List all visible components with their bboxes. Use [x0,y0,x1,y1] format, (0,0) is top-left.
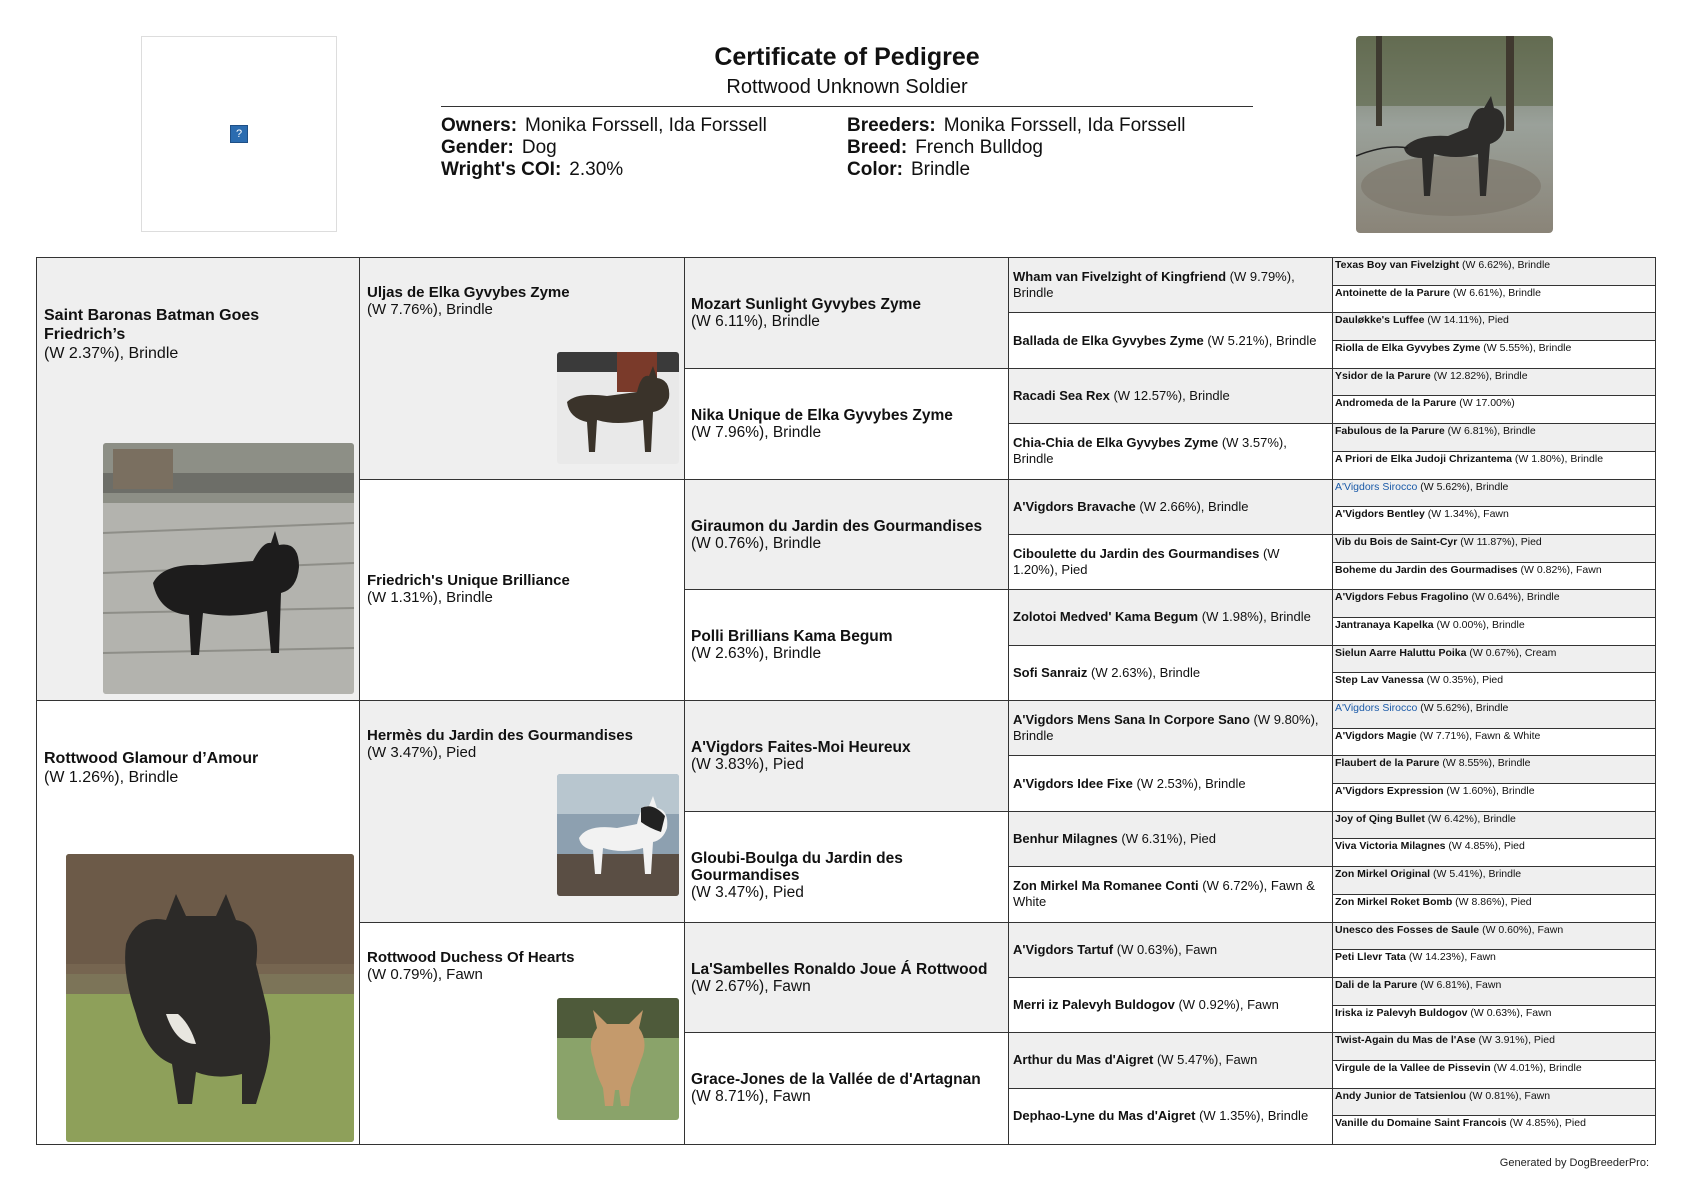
ancestor-entry [1013,665,1322,681]
ancestor-name: Dephao-Lyne du Mas d'Aigret [1013,1108,1196,1124]
pedigree-gen5-cell [1333,812,1655,840]
pedigree-gen5-cell [1333,369,1655,397]
ancestor-details: (W 0.81%), Fawn [1466,1089,1551,1102]
gender-row [441,137,847,159]
ancestor-entry [691,518,1003,552]
pedigree-gen5-cell [1333,701,1655,729]
ancestor-entry [367,949,677,983]
ancestor-entry [1013,388,1322,404]
uljas-photo [557,352,679,464]
ancestor-entry [691,296,1003,330]
pedigree-gen5-cell [1333,258,1655,286]
info-block [441,115,1253,181]
ancestor-entry [367,572,677,606]
ancestor-name: Andy Junior de Tatsienlou [1335,1089,1467,1102]
ancestor-details: (W 0.63%), Fawn [1467,1006,1552,1019]
pedigree-gen4-cell [1009,867,1333,922]
pedigree-gen5-cell [1333,1116,1655,1144]
pedigree-gen3-cell [685,923,1009,1034]
pedigree-gen5-cell [1333,1006,1655,1034]
ancestor-details: (W 14.11%), Pied [1424,314,1509,327]
ancestor-name: Boheme du Jardin des Gourmadises [1335,563,1518,576]
ancestor-name: Arthur du Mas d'Aigret [1013,1052,1154,1068]
ancestor-name: Riolla de Elka Gyvybes Zyme [1335,342,1481,355]
ancestor-name: Gloubi-Boulga du Jardin des Gourmandises [691,849,903,884]
ancestor-details: (W 1.20%), Pied [1013,546,1280,578]
pedigree-gen4-cell [1009,313,1333,368]
ancestor-entry [1335,757,1653,770]
ancestor-entry [1335,674,1653,687]
ancestor-details: (W 6.42%), Brindle [1424,812,1516,825]
owners-row [441,115,847,137]
gender-value: Dog [521,137,557,158]
ancestor-entry [1013,997,1322,1013]
ancestor-details: (W 0.67%), Cream [1466,646,1557,659]
ancestor-details: (W 1.35%), Brindle [1195,1108,1309,1124]
ancestor-details: (W 0.63%), Fawn [1113,941,1218,957]
ancestor-name: A'Vigdors Febus Fragolino [1335,591,1469,604]
breeders-label: Breeders: [847,115,936,136]
pedigree-gen2-cell [360,480,685,702]
pedigree-gen5-cell [1333,950,1655,978]
pedigree-gen5-cell [1333,756,1655,784]
ancestor-name: A'Vigdors Idee Fixe [1013,775,1133,791]
coi-value: 2.30% [569,159,624,180]
pedigree-gen4-cell [1009,701,1333,756]
ancestor-name: Dali de la Parure [1335,978,1418,991]
ancestor-details: (W 9.80%), Brindle [1013,712,1319,744]
dog-name: Rottwood Unknown Soldier [441,74,1253,107]
pedigree-gen5-cell [1333,452,1655,480]
ancestor-name: Racadi Sea Rex [1013,387,1110,403]
pedigree-gen4-cell [1009,978,1333,1033]
pedigree-gen5-cell [1333,341,1655,369]
color-value: Brindle [910,159,971,180]
pedigree-gen5-cell [1333,895,1655,923]
ancestor-name: A'Vigdors Magie [1335,729,1417,742]
pedigree-gen5-cell [1333,673,1655,701]
ancestor-entry [1335,287,1653,300]
pedigree-gen5-cell [1333,424,1655,452]
ancestor-details: (W 5.55%), Brindle [1480,342,1572,355]
gender-label: Gender: [441,137,514,158]
ancestor-entry [1335,453,1653,466]
ancestor-name: A'Vigdors Faites-Moi Heureux [691,739,911,756]
ancestor-name: A'Vigdors Mens Sana In Corpore Sano [1013,712,1250,728]
ancestor-entry [1013,942,1322,958]
pedigree-gen5-cell [1333,480,1655,508]
ancestor-details: (W 1.80%), Brindle [1512,452,1604,465]
ancestor-name: A'Vigdors Bravache [1013,498,1136,514]
ancestor-name: Zon Mirkel Original [1335,868,1431,881]
ancestor-name: Mozart Sunlight Gyvybes Zyme [691,296,921,313]
ancestor-entry [691,961,1003,995]
pedigree-gen3-cell [685,258,1009,369]
ancestor-details: (W 2.37%), Brindle [44,345,179,362]
ancestor-entry [1335,813,1653,826]
ancestor-details: (W 14.23%), Fawn [1406,951,1496,964]
page-title: Certificate of Pedigree [714,43,980,71]
ancestor-entry [691,739,1003,773]
ancestor-name: Iriska iz Palevyh Buldogov [1335,1006,1468,1019]
ancestor-name: La'Sambelles Ronaldo Joue Á Rottwood [691,960,988,978]
ancestor-details: (W 6.62%), Brindle [1459,259,1551,271]
pedigree-gen5-cell [1333,867,1655,895]
ancestor-name: Virgule de la Vallee de Pissevin [1335,1061,1491,1074]
ancestor-entry [1335,342,1653,355]
ancestor-name: Ysidor de la Parure [1335,369,1431,382]
ancestor-details: (W 3.91%), Pied [1475,1034,1555,1047]
ancestor-details: (W 5.62%), Brindle [1417,702,1509,714]
pedigree-gen5-cell [1333,784,1655,812]
pedigree-gen4-cell [1009,424,1333,479]
ancestor-name: Chia-Chia de Elka Gyvybes Zyme [1013,435,1219,451]
ancestor-entry [1335,979,1653,992]
ancestor-entry [1335,508,1653,521]
ancestor-name: Benhur Milagnes [1013,830,1118,846]
pedigree-gen5-cell [1333,729,1655,757]
ancestor-details: (W 6.72%), Fawn & White [1013,878,1315,910]
ancestor-entry [1335,840,1653,853]
pedigree-gen5-cell [1333,923,1655,951]
ancestor-entry [1335,896,1653,909]
pedigree-gen4-cell [1009,535,1333,590]
pedigree-gen3-cell [685,701,1009,812]
ancestor-details: (W 1.98%), Brindle [1198,609,1311,625]
ancestor-entry [1335,647,1653,660]
ancestor-details: (W 8.86%), Pied [1452,895,1532,908]
pedigree-gen4-cell [1009,923,1333,978]
pedigree-gen4-cell [1009,1033,1333,1088]
ancestor-name: Giraumon du Jardin des Gourmandises [691,517,983,535]
ancestor-entry [1335,702,1653,715]
ancestor-entry [1013,776,1322,792]
ancestor-entry [1335,536,1653,549]
ancestor-details: (W 3.57%), Brindle [1013,435,1287,467]
pedigree-gen4-cell [1009,590,1333,645]
coi-row [441,159,847,181]
ancestor-details: (W 4.85%), Pied [1445,840,1525,853]
ancestor-details: (W 4.85%), Pied [1506,1117,1586,1130]
ancestor-entry [1335,481,1653,494]
ancestor-details: (W 12.57%), Brindle [1109,387,1230,403]
hermes-photo [557,774,679,896]
ancestor-name: Viva Victoria Milagnes [1335,840,1446,853]
ancestor-entry [1335,370,1653,383]
coi-label: Wright's COI: [441,159,562,180]
ancestor-entry [1013,1108,1322,1124]
owners-value: Monika Forssell, Ida Forssell [525,115,767,136]
pedigree-gen5-cell [1333,396,1655,424]
ancestor-entry [1013,333,1322,349]
ancestor-name: Zolotoi Medved' Kama Begum [1013,609,1199,625]
ancestor-name: Peti Llevr Tata [1335,951,1406,964]
ancestor-details: (W 0.82%), Fawn [1517,563,1602,576]
ancestor-details: (W 4.01%), Brindle [1490,1061,1582,1074]
pedigree-gen5-cell [1333,535,1655,563]
dam-photo [66,854,354,1142]
ancestor-name: Unesco des Fosses de Saule [1335,923,1480,936]
ancestor-entry [691,1071,1003,1105]
ancestor-entry [1335,564,1653,577]
ancestor-entry [1335,868,1653,881]
ancestor-details: (W 3.47%), Pied [367,744,477,761]
ancestor-name: Vanille du Domaine Saint Francois [1335,1117,1507,1130]
ancestor-name: Friedrich's Unique Brilliance [367,571,570,589]
ancestor-details: (W 1.31%), Brindle [367,588,493,606]
pedigree-gen3-cell [685,369,1009,480]
ancestor-name: Antoinette de la Parure [1335,286,1450,299]
pedigree-gen4-cell [1009,369,1333,424]
color-label: Color: [847,159,903,180]
ancestor-entry [1335,259,1653,272]
pedigree-gen4-cell [1009,812,1333,867]
pedigree-gen4-cell [1009,1089,1333,1144]
ancestor-name: Uljas de Elka Gyvybes Zyme [367,284,570,301]
breed-label: Breed: [847,137,908,158]
ancestor-entry [1335,730,1653,743]
ancestor-details: (W 3.47%), Pied [691,883,804,901]
ancestor-name: A'Vigdors Expression [1335,785,1444,798]
ancestor-name: Step Lav Vanessa [1335,674,1424,687]
info-left [441,115,847,181]
ancestor-details: (W 0.76%), Brindle [691,534,822,552]
ancestor-name: Saint Baronas Batman Goes Friedrich’s [44,307,260,343]
ancestor-details: (W 11.87%), Pied [1457,535,1542,548]
ancestor-entry [44,749,344,787]
ancestor-details: (W 5.21%), Brindle [1203,332,1317,348]
ancestor-details: (W 6.81%), Brindle [1444,425,1536,438]
sire-photo [103,443,354,694]
generated-by: Generated by DogBreederPro: [1499,1157,1649,1169]
ancestor-name: A Priori de Elka Judoji Chrizantema [1335,452,1512,465]
pedigree-gen3-cell [685,480,1009,591]
pedigree-gen5-cell [1333,286,1655,314]
ancestor-details: (W 1.26%), Brindle [44,769,179,786]
ancestor-entry [1335,924,1653,937]
breeders-value: Monika Forssell, Ida Forssell [943,115,1186,136]
ancestor-entry [691,407,1003,441]
ancestor-entry [1335,1117,1653,1130]
pedigree-gen5-cell [1333,313,1655,341]
pedigree-gen5-cell [1333,1089,1655,1117]
ancestor-entry [1013,546,1322,578]
ancestor-details: (W 0.64%), Brindle [1468,591,1560,604]
ancestor-details: (W 0.79%), Fawn [367,965,483,983]
pedigree-gen5-cell [1333,590,1655,618]
pedigree-gen4-cell [1009,258,1333,313]
ancestor-name: Andromeda de la Parure [1335,397,1457,410]
ancestor-details: (W 6.31%), Pied [1117,830,1217,846]
ancestor-details: (W 0.60%), Fawn [1479,923,1564,936]
ancestor-details: (W 2.67%), Fawn [691,977,811,995]
ancestor-name: Dauløkke's Luffee [1335,314,1425,327]
ancestor-entry [1335,951,1653,964]
ancestor-details: (W 3.83%), Pied [691,756,804,773]
ancestor-details: (W 0.35%), Pied [1423,674,1504,687]
ancestor-name: Merri iz Palevyh Buldogov [1013,997,1175,1013]
pedigree-gen3-cell [685,1033,1009,1144]
ancestor-entry [1335,1007,1653,1020]
breed-row [847,137,1253,159]
ancestor-details: (W 9.79%), Brindle [1013,269,1295,301]
ancestor-name: Grace-Jones de la Vallée de d'Artagnan [691,1071,981,1089]
logo-placeholder [141,36,337,232]
ancestor-name: Vib du Bois de Saint-Cyr [1335,535,1458,548]
ancestor-entry [1013,609,1322,625]
pedigree-gen5-cell [1333,618,1655,646]
ancestor-details: (W 2.53%), Brindle [1132,775,1246,791]
pedigree-gen5-cell [1333,507,1655,535]
ancestor-name: Rottwood Duchess Of Hearts [367,948,575,966]
ancestor-name: Nika Unique de Elka Gyvybes Zyme [691,406,953,424]
pedigree-gen4-cell [1009,756,1333,811]
ancestor-details: (W 1.60%), Brindle [1443,785,1535,798]
ancestor-entry [691,628,1003,662]
ancestor-name: A'Vigdors Bentley [1335,508,1425,521]
pedigree-gen5-cell [1333,1061,1655,1089]
ancestor-name: Wham van Fivelzight of Kingfriend [1013,269,1227,285]
color-row [847,159,1253,181]
ancestor-details: (W 1.34%), Fawn [1424,508,1509,521]
ancestor-entry [1013,435,1322,467]
ancestor-details: (W 0.92%), Fawn [1174,997,1279,1013]
pedigree-gen4-cell [1009,646,1333,701]
ancestor-entry [1013,269,1322,301]
ancestor-details: (W 5.41%), Brindle [1430,868,1522,881]
ancestor-entry [1335,314,1653,327]
ancestor-name: Twist-Again du Mas de l'Ase [1335,1034,1476,1047]
ancestor-details: (W 0.00%), Brindle [1433,618,1525,631]
ancestor-name: Flaubert de la Parure [1335,757,1440,770]
duchess-photo [557,998,679,1120]
ancestor-entry [44,306,344,363]
ancestor-details: (W 7.96%), Brindle [691,423,822,441]
pedigree-gen3-cell [685,590,1009,701]
ancestor-name[interactable]: A'Vigdors Sirocco [1335,480,1418,493]
pedigree-gen5-cell [1333,646,1655,674]
ancestor-name: A'Vigdors Tartuf [1013,941,1114,957]
pedigree-gen5-cell [1333,978,1655,1006]
ancestor-details: (W 5.62%), Brindle [1417,480,1509,493]
ancestor-name: Polli Brillians Kama Begum [691,628,893,646]
ancestor-details: (W 8.55%), Brindle [1439,757,1531,770]
ancestor-entry [1335,591,1653,604]
ancestor-entry [1013,1052,1322,1068]
breeders-row [847,115,1253,137]
ancestor-name: Zon Mirkel Roket Bomb [1335,895,1453,908]
broken-image-icon: ? [230,125,248,143]
ancestor-details: (W 5.47%), Fawn [1153,1052,1258,1068]
ancestor-entry [1335,1062,1653,1075]
ancestor-name[interactable]: A'Vigdors Sirocco [1335,702,1418,714]
ancestor-entry [1335,1090,1653,1103]
breed-value: French Bulldog [915,137,1043,158]
ancestor-entry [1335,785,1653,798]
pedigree-gen5-cell [1333,1033,1655,1061]
ancestor-details: (W 7.71%), Fawn & White [1416,729,1541,742]
ancestor-details: (W 2.66%), Brindle [1135,498,1249,514]
ancestor-details: (W 2.63%), Brindle [1087,664,1201,680]
ancestor-entry [1013,831,1322,847]
ancestor-name: Jantranaya Kapelka [1335,618,1434,631]
certificate-header [441,40,1253,181]
ancestor-details: (W 6.81%), Fawn [1417,978,1502,991]
pedigree-gen4-cell [1009,480,1333,535]
ancestor-name: Zon Mirkel Ma Romanee Conti [1013,878,1199,894]
ancestor-name: Sielun Aarre Haluttu Poika [1335,646,1467,659]
ancestor-entry [691,850,1003,901]
ancestor-name: Hermès du Jardin des Gourmandises [367,727,633,744]
ancestor-details: (W 6.61%), Brindle [1449,286,1541,299]
owners-label: Owners: [441,115,518,136]
ancestor-name: Ciboulette du Jardin des Gourmandises [1013,546,1260,562]
ancestor-name: Texas Boy van Fivelzight [1335,259,1460,271]
ancestor-name: Fabulous de la Parure [1335,425,1445,438]
info-right [847,115,1253,181]
ancestor-name: Rottwood Glamour d’Amour [44,750,259,767]
ancestor-entry [1335,425,1653,438]
pedigree-gen5-cell [1333,563,1655,591]
ancestor-entry [1013,712,1322,744]
main-dog-photo [1356,36,1553,233]
ancestor-details: (W 12.82%), Brindle [1430,369,1528,382]
ancestor-name: Ballada de Elka Gyvybes Zyme [1013,332,1204,348]
ancestor-entry [367,727,677,761]
ancestor-entry [1335,397,1653,410]
ancestor-entry [367,284,677,318]
ancestor-name: Sofi Sanraiz [1013,664,1088,680]
ancestor-details: (W 6.11%), Brindle [691,313,820,330]
ancestor-name: Joy of Qing Bullet [1335,812,1425,825]
ancestor-entry [1013,878,1322,910]
ancestor-entry [1013,499,1322,515]
ancestor-details: (W 7.76%), Brindle [367,301,493,318]
pedigree-chart [36,257,1656,1145]
pedigree-gen5-cell [1333,839,1655,867]
pedigree-gen3-cell [685,812,1009,923]
ancestor-entry [1335,619,1653,632]
ancestor-entry [1335,1034,1653,1047]
ancestor-details: (W 2.63%), Brindle [691,645,822,663]
ancestor-details: (W 8.71%), Fawn [691,1088,811,1106]
ancestor-details: (W 17.00%) [1456,397,1515,410]
